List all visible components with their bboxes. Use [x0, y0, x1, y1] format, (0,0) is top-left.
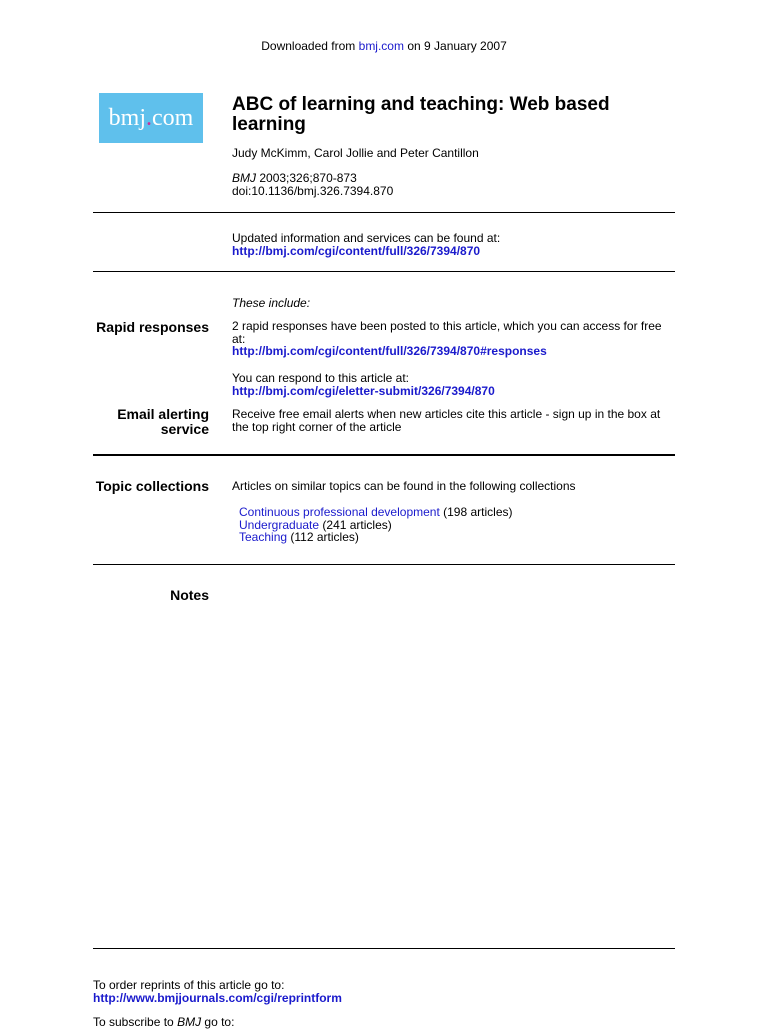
subscribe-section [93, 1016, 234, 1029]
email-alerting-label-line1: Email alerting [117, 406, 209, 422]
updated-info [232, 232, 500, 257]
respond-text: You can respond to this article at: [232, 371, 409, 385]
bmj-site-link[interactable]: bmj.com [358, 39, 404, 53]
these-include: These include: [232, 296, 311, 310]
subscribe-suffix: go to: [204, 1015, 235, 1029]
topic-collections-label: Topic collections [95, 478, 209, 494]
topic-collections-text: Articles on similar topics can be found in the following collections [232, 479, 576, 493]
logo-dot: . [146, 104, 152, 131]
divider [93, 564, 675, 565]
subscribe-prefix: To subscribe to [93, 1015, 174, 1029]
divider [93, 271, 675, 272]
rapid-responses-label: Rapid responses [96, 319, 209, 335]
collection-count: (112 articles) [290, 530, 359, 544]
article-doi: doi:10.1136/bmj.326.7394.870 [232, 184, 394, 198]
reprint-form-link[interactable]: http://www.bmjjournals.com/cgi/reprintform [93, 990, 342, 1005]
rapid-responses-text: 2 rapid responses have been posted to this article, which you can access for free at: [232, 319, 662, 346]
collections-list [239, 506, 513, 544]
reprints-text: To order reprints of this article go to: [93, 978, 285, 992]
list-item [239, 531, 513, 544]
logo-text-com: com [152, 104, 194, 131]
responses-link[interactable]: http://bmj.com/cgi/content/full/326/7394/870#responses [232, 344, 547, 358]
download-date: on 9 January 2007 [407, 39, 507, 53]
journal-name: BMJ [232, 171, 256, 185]
rapid-responses-section [232, 320, 674, 358]
email-alerting-label-line2: service [160, 421, 209, 437]
article-authors: Judy McKimm, Carol Jollie and Peter Cantillon [232, 146, 479, 160]
updated-text: Updated information and services can be found at: [232, 231, 501, 245]
eletter-submit-link[interactable]: http://bmj.com/cgi/eletter-submit/326/7394/870 [232, 383, 495, 398]
subscribe-journal: BMJ [177, 1015, 202, 1029]
divider [93, 454, 675, 456]
download-prefix: Downloaded from [261, 39, 356, 53]
divider [93, 212, 675, 213]
collection-link[interactable]: Undergraduate [239, 517, 320, 532]
collection-count: (198 articles) [443, 505, 513, 519]
bmj-logo[interactable] [99, 93, 203, 143]
download-notice [0, 39, 768, 53]
article-title: ABC of learning and teaching: Web based learning [232, 94, 610, 135]
notes-label: Notes [170, 587, 209, 603]
collection-count: (241 articles) [322, 517, 392, 532]
reprints-section [93, 979, 342, 1004]
collection-link[interactable]: Continuous professional development [239, 505, 440, 519]
email-alerting-text: Receive free email alerts when new articles cite this article - sign up in the box at the top right corner of the article [232, 407, 661, 434]
email-alerting-label [117, 407, 209, 437]
logo-text-bmj: bmj [108, 104, 146, 131]
article-citation [232, 172, 393, 198]
respond-section [232, 372, 495, 397]
volume-pages: 2003;326;870-873 [259, 171, 357, 185]
full-text-link[interactable]: http://bmj.com/cgi/content/full/326/7394/870 [232, 243, 481, 258]
divider [93, 948, 675, 949]
collection-link[interactable]: Teaching [239, 530, 288, 544]
